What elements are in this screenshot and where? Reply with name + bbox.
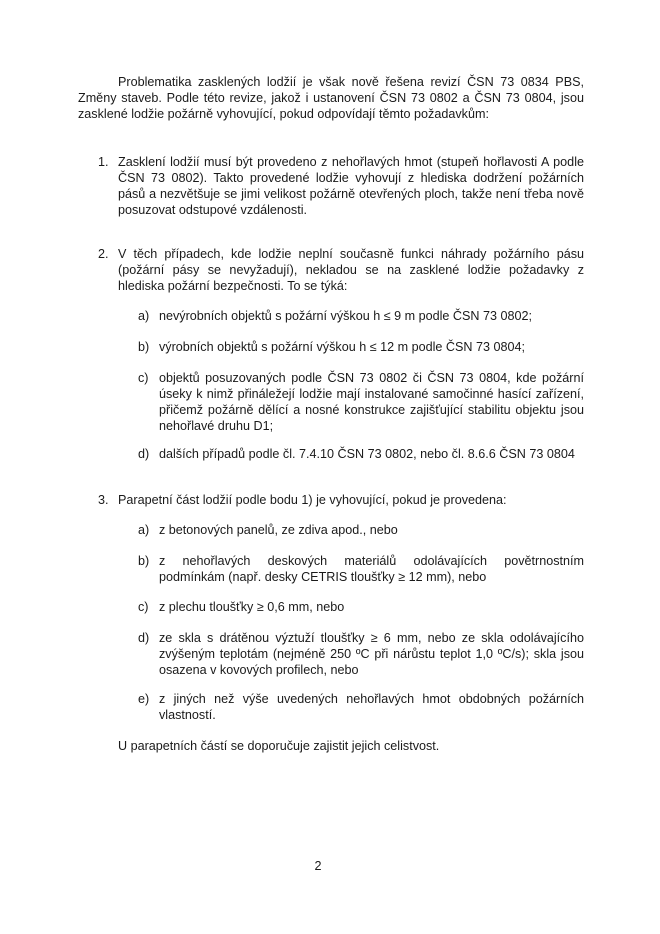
sub-item-3c bbox=[138, 599, 584, 615]
sub-item-text: z jiných než výše uvedených nehořlavých hmot obdobných požárních vlastností. bbox=[159, 692, 584, 722]
closing-paragraph: U parapetních částí se doporučuje zajistit jejich celistvost. bbox=[118, 739, 440, 753]
list-item-number: 3. bbox=[98, 493, 109, 507]
list-item-text: Parapetní část lodžií podle bodu 1) je vyhovující, pokud je provedena: bbox=[118, 493, 507, 507]
sub-item-text: ze skla s drátěnou výztuží tloušťky ≥ 6 mm, nebo ze skla odolávajícího zvýšeným teplotám (nejméně 250 ºC při nárůstu teplot 1,0 ºC/s); skla jsou osazena v kovových profilech, nebo bbox=[159, 631, 584, 677]
sub-item-letter: e) bbox=[138, 692, 150, 706]
sub-item-text: objektů posuzovaných podle ČSN 73 0802 či ČSN 73 0804, kde požární úseky k nimž přináležejí lodžie mají instalované samočinné hasící zařízení, přičemž požárně dělící a nosné konstrukce zajišťující stabilitu objektu jsou nehořlavé druhu D1; bbox=[159, 371, 584, 433]
sub-item-2b bbox=[138, 339, 584, 355]
sub-item-3a bbox=[138, 522, 584, 538]
sub-item-letter: b) bbox=[138, 554, 150, 568]
sub-item-2d bbox=[138, 446, 584, 462]
sub-item-letter: d) bbox=[138, 447, 150, 461]
sub-item-text: z betonových panelů, ze zdiva apod., nebo bbox=[159, 523, 398, 537]
sub-item-3e bbox=[138, 691, 584, 723]
list-item-1 bbox=[98, 154, 584, 218]
sub-item-3b bbox=[138, 553, 584, 585]
sub-item-letter: a) bbox=[138, 523, 150, 537]
sub-item-text: dalších případů podle čl. 7.4.10 ČSN 73 0802, nebo čl. 8.6.6 ČSN 73 0804 bbox=[159, 447, 575, 461]
sub-item-text: nevýrobních objektů s požární výškou h ≤ 9 m podle ČSN 73 0802; bbox=[159, 309, 533, 323]
list-item-number: 1. bbox=[98, 155, 109, 169]
sub-item-letter: c) bbox=[138, 371, 149, 385]
page-number: 2 bbox=[314, 859, 322, 873]
sub-item-letter: d) bbox=[138, 631, 150, 645]
sub-item-2a bbox=[138, 308, 584, 324]
sub-item-3d bbox=[138, 630, 584, 678]
list-item-text: V těch případech, kde lodžie neplní současně funkci náhrady požárního pásu (požární pásy se nevyžadují), nekladou se na zasklené lodžie požadavky z hlediska požární bezpečnosti. To se týká: bbox=[118, 247, 584, 293]
sub-item-text: výrobních objektů s požární výškou h ≤ 12 m podle ČSN 73 0804; bbox=[159, 340, 526, 354]
sub-item-text: z nehořlavých deskových materiálů odolávajících povětrnostním podmínkám (např. desky CETRIS tloušťky ≥ 12 mm), nebo bbox=[159, 554, 584, 584]
list-item-2 bbox=[98, 246, 584, 294]
sub-item-letter: b) bbox=[138, 340, 150, 354]
sub-item-letter: c) bbox=[138, 600, 149, 614]
sub-item-2c bbox=[138, 370, 584, 434]
sub-item-letter: a) bbox=[138, 309, 150, 323]
list-item-text: Zasklení lodžií musí být provedeno z nehořlavých hmot (stupeň hořlavosti A podle ČSN 73 0802). Takto provedené lodžie vyhovují z hlediska dodržení požárních pásů a nezvětšuje se jimi velikost požárně otevřených ploch, takže není třeba nově posuzovat odstupové vzdálenosti. bbox=[118, 155, 584, 217]
list-item-3 bbox=[98, 492, 584, 508]
list-item-number: 2. bbox=[98, 247, 109, 261]
intro-paragraph: Problematika zasklených lodžií je však nově řešena revizí ČSN 73 0834 PBS, Změny staveb. Podle této revize, jakož i ustanovení ČSN 73 0802 a ČSN 73 0804, jsou zasklené lodžie požárně vyhovující, pokud odpovídají těmto požadavkům: bbox=[78, 75, 584, 121]
sub-item-text: z plechu tloušťky ≥ 0,6 mm, nebo bbox=[159, 600, 345, 614]
